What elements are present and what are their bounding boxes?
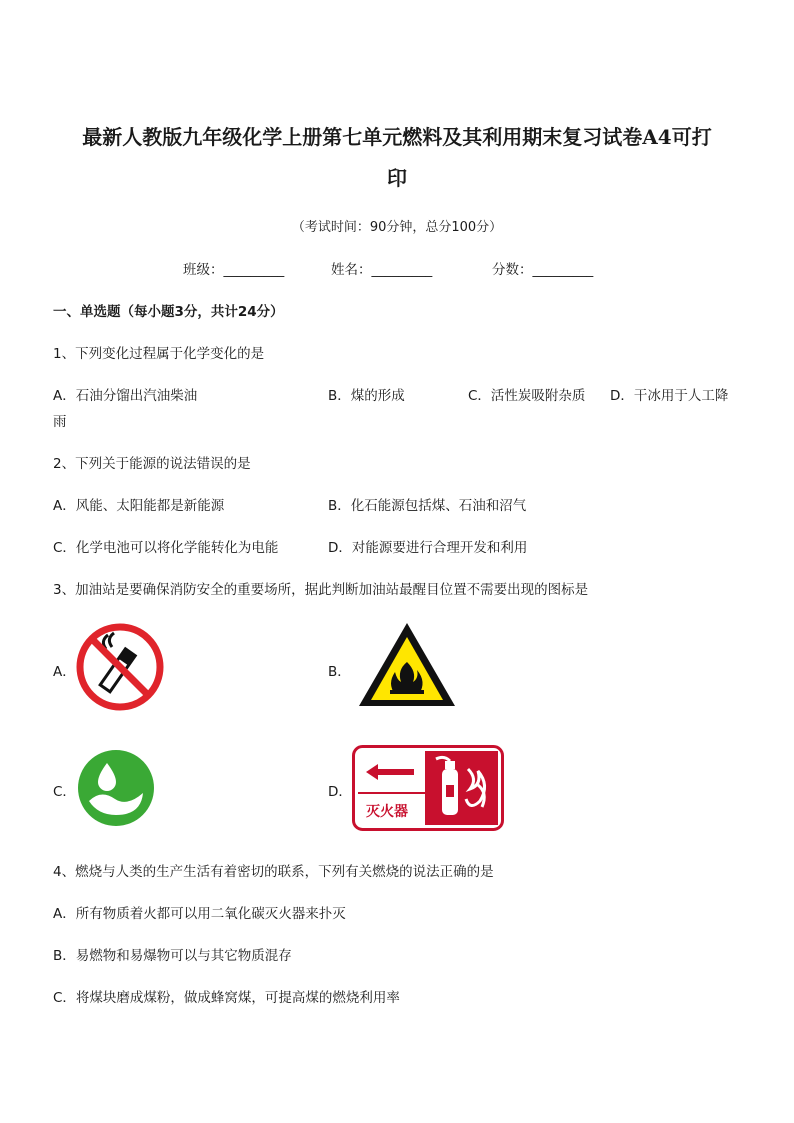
q4-option-a: A．所有物质着火都可以用二氧化碳灭火器来扑灭 [53, 906, 346, 922]
score-field: 分数：_________ [492, 262, 594, 278]
no-smoking-icon [76, 623, 164, 711]
q1-option-d: D．干冰用于人工降 [610, 388, 729, 404]
name-field: 姓名：_________ [331, 262, 433, 278]
q2-option-a: A．风能、太阳能都是新能源 [53, 498, 225, 514]
q1-option-a: A．石油分馏出汽油柴油 [53, 388, 198, 404]
q3-stem: 3、加油站是要确保消防安全的重要场所，据此判断加油站最醒目位置不需要出现的图标是 [53, 582, 589, 598]
q1-option-d-wrap: 雨 [53, 414, 67, 430]
section-heading: 一、单选题（每小题3分，共计24分） [53, 304, 284, 320]
water-saving-icon [77, 749, 155, 827]
q2-option-c: C．化学电池可以将化学能转化为电能 [53, 540, 279, 556]
q3-option-a: A． [53, 664, 76, 680]
q4-option-b: B．易燃物和易爆物可以与其它物质混存 [53, 948, 292, 964]
q1-option-b: B．煤的形成 [328, 388, 405, 404]
exam-info: （考试时间：90分钟，总分100分） [291, 220, 503, 235]
fire-extinguisher-icon [352, 745, 504, 831]
q1-option-c: C．活性炭吸附杂质 [468, 388, 586, 404]
exam-title-line1: 最新人教版九年级化学上册第七单元燃料及其利用期末复习试卷A4可打 [82, 125, 712, 149]
q2-option-b: B．化石能源包括煤、石油和沼气 [328, 498, 527, 514]
extinguisher-label: 灭火器 [366, 804, 408, 820]
q4-stem: 4、燃烧与人类的生产生活有着密切的联系，下列有关燃烧的说法正确的是 [53, 864, 494, 880]
q3-option-d: D． [328, 784, 352, 800]
q3-option-b: B． [328, 664, 351, 680]
exam-title-line2: 印 [387, 166, 407, 190]
q3-option-c: C． [53, 784, 76, 800]
q2-stem: 2、下列关于能源的说法错误的是 [53, 456, 251, 472]
q1-stem: 1、下列变化过程属于化学变化的是 [53, 346, 265, 362]
q4-option-c: C．将煤块磨成煤粉，做成蜂窝煤，可提高煤的燃烧利用率 [53, 990, 400, 1006]
class-field: 班级：_________ [183, 262, 285, 278]
q2-option-d: D．对能源要进行合理开发和利用 [328, 540, 528, 556]
flammable-warning-icon [356, 620, 458, 710]
